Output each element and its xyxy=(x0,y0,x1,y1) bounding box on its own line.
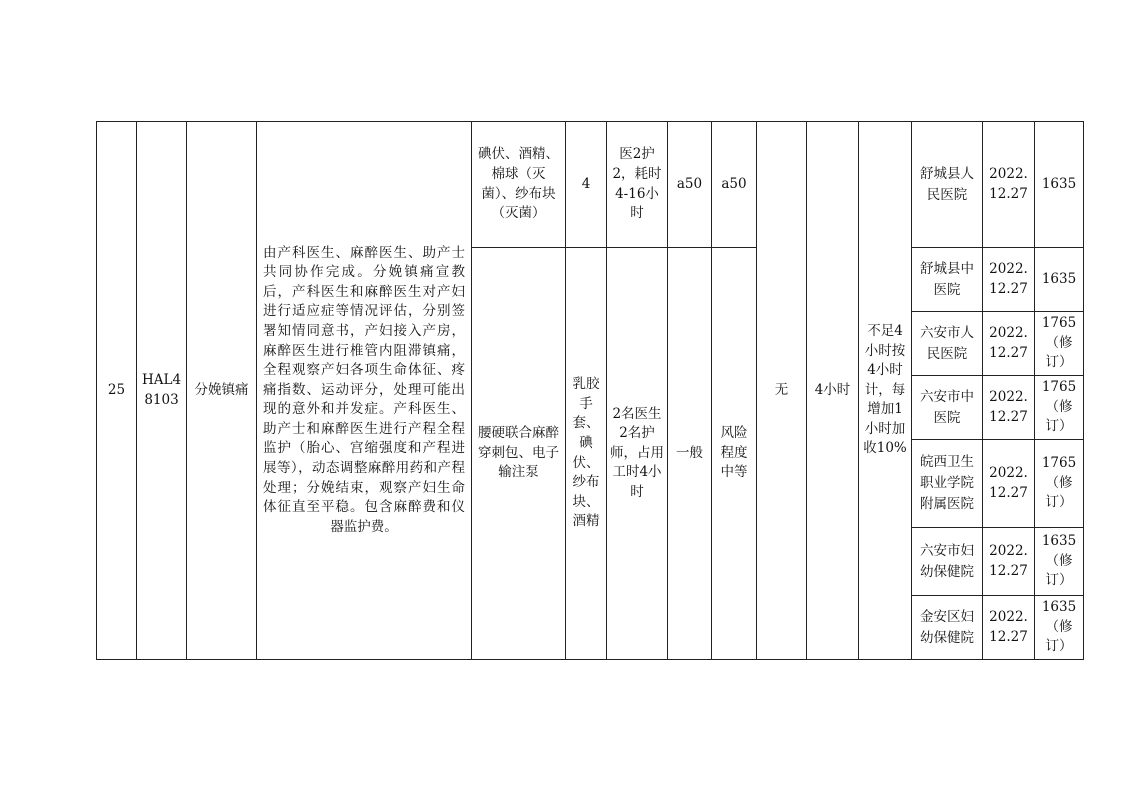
level-a-cell: 一般 xyxy=(668,248,712,660)
description-cell: 由产科医生、麻醉医生、助产士共同协作完成。分娩镇痛宣教后，产科医生和麻醉医生对产妇进行适应症等情况评估，分别签署知情同意书，产妇接入产房，麻醉医生进行椎管内阻滞镇痛，全程观察产妇各项生命体征、疼痛指数、运动评分，处理可能出现的意外和并发症。产科医生、助产士和麻醉医生进行产程全程监护（胎心、宫缩强度和产程进展等），动态调整麻醉用药和产程处理；分娩结束，观察产妇生命体征直至平稳。包含麻醉费和仪器监护费。 xyxy=(257,122,472,660)
hospital-date-cell: 2022.12.27 xyxy=(983,376,1035,440)
hospital-name-cell: 六安市中医院 xyxy=(912,376,983,440)
hospital-name-cell: 舒城县人民医院 xyxy=(912,122,983,248)
table-row xyxy=(97,122,1084,248)
hospital-name-cell: 金安区妇幼保健院 xyxy=(912,596,983,660)
hospital-price-cell: 1765（修订） xyxy=(1035,440,1084,528)
hospital-name-cell: 舒城县中医院 xyxy=(912,248,983,312)
materials-cell: 碘伏、酒精、棉球（灭菌）、纱布块（灭菌） xyxy=(472,122,566,248)
hospital-name-cell: 六安市妇幼保健院 xyxy=(912,528,983,596)
hospital-price-cell: 1635（修订） xyxy=(1035,528,1084,596)
hospital-price-cell: 1765（修订） xyxy=(1035,376,1084,440)
count-cell: 4 xyxy=(566,122,607,248)
hospital-date-cell: 2022.12.27 xyxy=(983,528,1035,596)
staff-cell: 医2护2，耗时4-16小时 xyxy=(607,122,668,248)
hospital-name-cell: 六安市人民医院 xyxy=(912,312,983,376)
hospital-price-cell: 1635 xyxy=(1035,122,1084,248)
item-name-cell: 分娩镇痛 xyxy=(187,122,257,660)
unit-cell: 4小时 xyxy=(807,122,859,660)
hospital-price-cell: 1635 xyxy=(1035,248,1084,312)
except-content-cell: 无 xyxy=(757,122,807,660)
hospital-price-cell: 1635（修订） xyxy=(1035,596,1084,660)
hospital-date-cell: 2022.12.27 xyxy=(983,440,1035,528)
code-cell: HAL48103 xyxy=(137,122,187,660)
level-b-cell: 风险程度中等 xyxy=(712,248,757,660)
hospital-date-cell: 2022.12.27 xyxy=(983,248,1035,312)
hospital-date-cell: 2022.12.27 xyxy=(983,596,1035,660)
pricing-table xyxy=(96,121,1084,660)
count-cell: 乳胶手套、碘伏、纱布块、酒精 xyxy=(566,248,607,660)
hospital-name-cell: 皖西卫生职业学院附属医院 xyxy=(912,440,983,528)
level-a-cell: a50 xyxy=(668,122,712,248)
hospital-price-cell: 1765（修订） xyxy=(1035,312,1084,376)
hospital-date-cell: 2022.12.27 xyxy=(983,312,1035,376)
hospital-date-cell: 2022.12.27 xyxy=(983,122,1035,248)
staff-cell: 2名医生2名护师，占用工时4小时 xyxy=(607,248,668,660)
seq-cell: 25 xyxy=(97,122,137,660)
remark-cell: 不足4小时按4小时计，每增加1小时加收10% xyxy=(859,122,912,660)
materials-cell: 腰硬联合麻醉穿刺包、电子输注泵 xyxy=(472,248,566,660)
level-b-cell: a50 xyxy=(712,122,757,248)
